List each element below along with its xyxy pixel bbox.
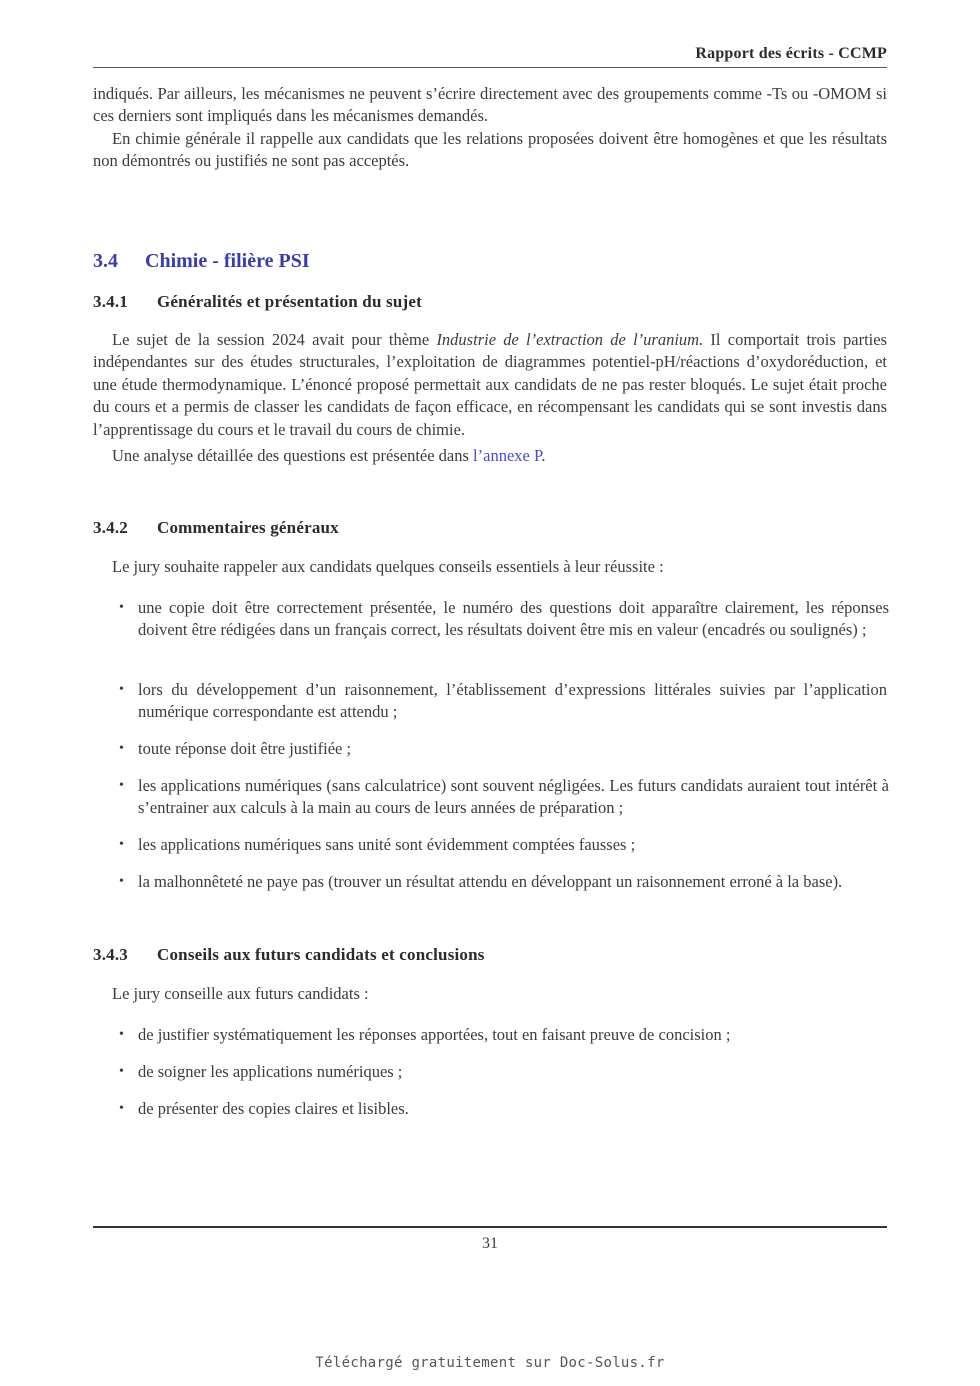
list-item (93, 738, 887, 760)
list-item-text: lors du développement d’un raisonnement, l’établissement d’expressions littérales suivies par l’application numérique correspondante est attendu ; (138, 680, 887, 722)
subsection-number: 3.4.2 (93, 518, 128, 537)
subsection-title: Commentaires généraux (157, 518, 339, 537)
subsection-1-body (93, 329, 887, 467)
subject-paragraph (93, 329, 887, 441)
bullet-icon: • (119, 682, 124, 697)
list-item-text: de justifier systématiquement les réponses apportées, tout en faisant preuve de concision ; (138, 1025, 731, 1044)
bullet-icon: • (119, 1064, 124, 1079)
analysis-text-end: . (541, 446, 546, 466)
list-item (93, 834, 887, 856)
bullet-icon: • (119, 1027, 124, 1042)
subject-theme: Industrie de l’extraction de l’uranium. (436, 330, 704, 349)
subsection-2-intro (93, 556, 887, 578)
list-item (93, 775, 889, 820)
list-item (93, 679, 887, 724)
section-title: Chimie - filière PSI (145, 250, 310, 272)
footer-rule (93, 1226, 887, 1228)
intro-paragraph-1: indiqués. Par ailleurs, les mécanismes ne peuvent s’écrire directement avec des groupements comme -Ts ou -OMOM si ces derniers sont impliqués dans les mécanismes demandés. (93, 84, 887, 126)
list-item-text: de présenter des copies claires et lisibles. (138, 1099, 409, 1118)
header-rule (93, 67, 887, 68)
bullet-icon: • (119, 600, 124, 615)
section-number: 3.4 (93, 250, 118, 272)
list-item (93, 1024, 887, 1046)
section-heading (93, 250, 310, 273)
list-item-text: la malhonnêteté ne paye pas (trouver un résultat attendu en développant un raisonnement erroné à la base). (138, 872, 843, 891)
jury-intro-paragraph: Le jury souhaite rappeler aux candidats quelques conseils essentiels à leur réussite : (112, 557, 664, 576)
subject-text-start: Le sujet de la session 2024 avait pour thème (112, 330, 437, 349)
bullet-icon: • (119, 778, 124, 793)
analysis-text: Une analyse détaillée des questions est présentée dans (112, 446, 474, 466)
list-item (93, 871, 887, 893)
annexe-link[interactable]: l’annexe P (473, 446, 542, 466)
list-item-text: une copie doit être correctement présentée, le numéro des questions doit apparaître clairement, les réponses doivent être rédigées dans un français correct, les résultats doivent être mis en valeur (encadrés ou soulignés) ; (138, 598, 889, 640)
bullet-icon: • (119, 1101, 124, 1116)
subject-text-rest: Il comportait trois parties indépendantes sur des études structurales, l’exploitation de diagrammes potentiel-pH/réactions d’oxydoréduction, et une étude thermodynamique. L’énoncé proposé permettait aux candidats de ne pas rester bloqués. Le sujet était proche du cours et a permis de classer les candidats de façon efficace, en récompensant les candidats qui se sont investis dans l’apprentissage du cours et le travail du cours de chimie. (93, 330, 888, 439)
list-item (93, 1061, 887, 1083)
subsection-heading-2 (93, 518, 339, 538)
bullet-icon: • (119, 874, 124, 889)
subsection-heading-1 (93, 292, 422, 312)
intro-block (93, 83, 887, 173)
page-number: 31 (482, 1235, 498, 1252)
download-watermark: Téléchargé gratuitement sur Doc-Solus.fr (315, 1355, 665, 1371)
subsection-number: 3.4.1 (93, 292, 128, 311)
jury-advice-intro: Le jury conseille aux futurs candidats : (112, 984, 369, 1003)
list-item (93, 597, 889, 642)
list-item (93, 1098, 887, 1120)
subsection-heading-3 (93, 945, 485, 965)
list-item-text: de soigner les applications numériques ; (138, 1062, 403, 1081)
list-item-text: les applications numériques sans unité sont évidemment comptées fausses ; (138, 835, 636, 854)
list-item-text: les applications numériques (sans calculatrice) sont souvent négligées. Les futurs candidats auraient tout intérêt à s’entrainer aux calculs à la main au cours de leurs années de préparation ; (138, 776, 889, 818)
running-header: Rapport des écrits - CCMP (695, 45, 887, 62)
intro-paragraph-2: En chimie générale il rappelle aux candidats que les relations proposées doivent être homogènes et que les résultats non démontrés ou justifiés ne sont pas acceptés. (93, 128, 887, 171)
subsection-title: Conseils aux futurs candidats et conclusions (157, 945, 485, 964)
bullet-icon: • (119, 741, 124, 756)
list-item-text: toute réponse doit être justifiée ; (138, 739, 352, 758)
subsection-number: 3.4.3 (93, 945, 128, 964)
subsection-title: Généralités et présentation du sujet (157, 292, 422, 311)
subsection-3-intro (93, 983, 887, 1005)
bullet-icon: • (119, 837, 124, 852)
analysis-paragraph (93, 445, 887, 467)
